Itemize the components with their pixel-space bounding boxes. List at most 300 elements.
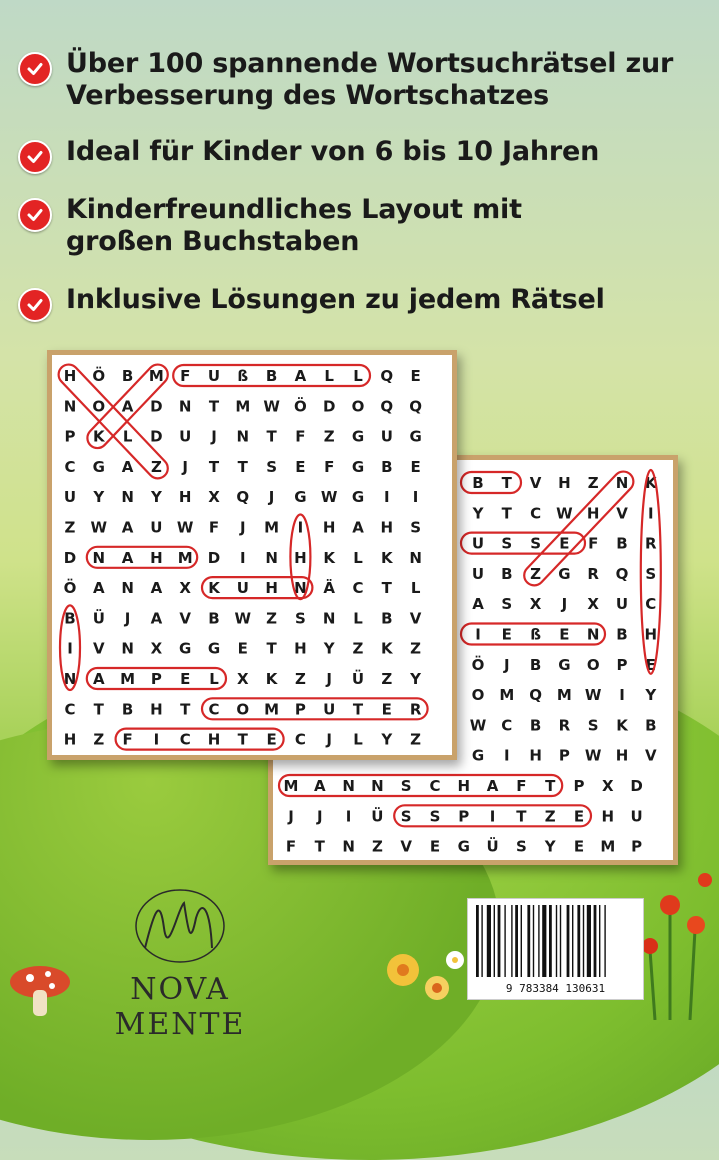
grid-letter: S — [410, 518, 422, 537]
grid-letter: H — [457, 777, 471, 795]
barcode-bar — [567, 905, 570, 977]
grid-letter: Y — [472, 504, 484, 523]
grid-letter: G — [351, 427, 365, 446]
grid-letter: P — [294, 700, 306, 719]
grid-letter: O — [586, 655, 600, 674]
grid-letter: K — [380, 548, 393, 567]
grid-letter: G — [558, 655, 571, 674]
grid-letter: T — [237, 457, 248, 476]
grid-letter: U — [63, 488, 77, 507]
barcode-bar — [511, 905, 512, 977]
grid-letter: P — [458, 807, 470, 826]
grid-letter: N — [342, 777, 355, 795]
barcode-bar — [476, 905, 479, 977]
grid-letter: ß — [237, 367, 249, 385]
grid-letter: E — [410, 367, 421, 385]
grid-letter: E — [180, 670, 191, 688]
grid-letter: K — [616, 716, 628, 735]
grid-letter: D — [150, 397, 163, 416]
barcode-bar — [527, 905, 530, 977]
grid-letter: L — [353, 367, 363, 385]
grid-letter: F — [588, 534, 599, 553]
grid-letter: B — [529, 655, 542, 674]
grid-letter: I — [67, 639, 73, 658]
grid-letter: Ö — [92, 367, 106, 385]
grid-letter: Z — [64, 518, 76, 537]
grid-letter: J — [326, 670, 332, 688]
barcode-bar — [560, 905, 561, 977]
grid-letter: P — [64, 427, 76, 446]
grid-letter: N — [178, 397, 192, 416]
barcode-bar — [542, 905, 546, 977]
grid-letter: H — [150, 700, 163, 719]
grid-letter: G — [457, 837, 470, 856]
grid-letter: A — [92, 670, 105, 688]
grid-letter: H — [63, 730, 77, 749]
grid-letter: N — [265, 548, 278, 567]
grid-letter: Q — [380, 397, 394, 416]
grid-letter: N — [615, 474, 629, 492]
grid-letter: Z — [587, 474, 599, 492]
barcode-bar — [487, 905, 491, 977]
grid-letter: T — [501, 504, 512, 523]
grid-letter: C — [530, 504, 542, 523]
grid-letter: D — [322, 397, 336, 416]
grid-letter: E — [381, 700, 392, 719]
barcode-bar — [549, 905, 552, 977]
flowers-decoration — [375, 940, 475, 1020]
grid-letter: S — [429, 807, 441, 826]
grid-letter: Z — [544, 807, 556, 826]
grid-letter: J — [317, 807, 323, 826]
grid-letter: I — [153, 730, 160, 749]
barcode-bar — [521, 905, 522, 977]
grid-letter: B — [501, 564, 513, 583]
grid-letter: Z — [371, 837, 383, 856]
grid-letter: E — [266, 730, 277, 749]
grid-letter: D — [207, 548, 221, 567]
grid-letter: D — [63, 548, 77, 567]
grid-letter: G — [207, 639, 221, 658]
grid-letter: A — [121, 397, 134, 416]
grid-letter: Ü — [92, 609, 105, 628]
grid-letter: R — [558, 716, 571, 735]
feature-item-4 — [18, 284, 605, 322]
grid-letter: N — [294, 579, 307, 598]
grid-letter: U — [615, 595, 629, 614]
grid-letter: C — [294, 730, 306, 749]
grid-letter: T — [352, 700, 364, 719]
grid-letter: N — [371, 777, 384, 795]
grid-letter: P — [573, 777, 585, 795]
brand-name: NOVA MENTE — [114, 972, 246, 1042]
grid-letter: W — [176, 518, 194, 537]
grid-letter: A — [472, 595, 484, 614]
grid-letter: P — [631, 837, 643, 856]
grid-letter: T — [266, 427, 277, 446]
grid-letter: Q — [409, 397, 422, 416]
grid-letter: N — [121, 639, 134, 658]
grid-letter: Z — [93, 730, 105, 749]
grid-letter: X — [529, 595, 542, 614]
grid-letter: S — [501, 595, 513, 614]
grid-letter: N — [121, 488, 134, 507]
grid-letter: E — [429, 837, 441, 856]
grid-letter: H — [601, 807, 615, 826]
grid-letter: Q — [236, 488, 250, 507]
grid-letter: W — [263, 397, 280, 416]
grid-letter: Z — [410, 639, 422, 658]
grid-letter: H — [265, 579, 278, 598]
grid-letter: N — [92, 548, 106, 567]
grid-letter: J — [288, 807, 294, 826]
grid-letter: M — [120, 670, 136, 688]
grid-letter: U — [323, 700, 336, 719]
grid-letter: V — [400, 837, 413, 856]
grid-letter: H — [150, 548, 163, 567]
grid-letter: E — [559, 625, 570, 644]
grid-letter: ß — [530, 625, 541, 644]
grid-letter: M — [264, 700, 280, 719]
grid-letter: W — [584, 746, 602, 765]
grid-letter: D — [150, 427, 163, 446]
grid-letter: G — [351, 457, 365, 476]
grid-letter: K — [92, 427, 105, 446]
grid-letter: T — [381, 579, 392, 598]
feature-item-3 — [18, 194, 522, 258]
grid-letter: T — [93, 700, 104, 719]
grid-letter: L — [353, 609, 363, 628]
grid-letter: Y — [93, 488, 105, 507]
grid-letter: E — [410, 457, 421, 476]
grid-letter: E — [645, 655, 656, 674]
grid-letter: H — [615, 746, 629, 765]
grid-letter: O — [92, 397, 106, 416]
grid-letter: C — [352, 579, 364, 598]
grid-letter: K — [644, 474, 657, 492]
grid-letter: B — [645, 716, 657, 735]
grid-letter: X — [179, 579, 191, 598]
grid-letter: A — [150, 579, 163, 598]
grid-letter: J — [211, 427, 217, 446]
grid-letter: P — [150, 670, 162, 688]
word-highlight — [461, 472, 521, 493]
grid-letter: A — [486, 777, 499, 795]
grid-letter: I — [489, 807, 496, 826]
barcode-bar — [504, 905, 505, 977]
grid-letter: K — [265, 670, 278, 688]
grid-letter: L — [324, 367, 334, 385]
grid-letter: M — [148, 367, 164, 385]
grid-letter: X — [208, 488, 220, 507]
grid-letter: L — [353, 548, 363, 567]
grid-letter: C — [645, 595, 657, 614]
grid-letter: P — [558, 746, 570, 765]
grid-letter: F — [324, 457, 335, 476]
grid-letter: U — [236, 579, 249, 598]
mushroom-decoration — [0, 960, 80, 1020]
grid-letter: K — [208, 579, 220, 598]
grid-letter: A — [150, 609, 163, 628]
feature-text-2: Ideal für Kinder von 6 bis 10 Jahren — [66, 136, 600, 167]
grid-letter: E — [501, 625, 512, 644]
feature-text-4: Inklusive Lösungen zu jedem Rätsel — [66, 284, 605, 315]
barcode-bar — [604, 905, 605, 977]
grid-letter: X — [602, 777, 614, 795]
grid-letter: C — [429, 777, 441, 795]
grid-letter: A — [121, 518, 134, 537]
barcode-bar — [481, 905, 482, 977]
grid-letter: B — [265, 367, 278, 385]
barcode-bar — [577, 905, 580, 977]
grid-letter: B — [208, 609, 220, 628]
grid-letter: Y — [323, 639, 335, 658]
grid-letter: G — [179, 639, 192, 658]
grid-letter: Ö — [63, 579, 77, 598]
grid-letter: H — [644, 625, 658, 644]
grid-letter: A — [92, 579, 105, 598]
grid-letter: U — [471, 564, 485, 583]
grid-letter: K — [380, 639, 393, 658]
grid-letter: B — [64, 609, 76, 628]
grid-letter: T — [208, 457, 220, 476]
grid-letter: S — [501, 534, 513, 553]
grid-letter: V — [92, 639, 105, 658]
grid-letter: C — [208, 700, 220, 719]
grid-letter: U — [207, 367, 221, 385]
grid-letter: R — [409, 700, 422, 719]
grid-letter: E — [559, 534, 570, 553]
grid-letter: L — [122, 427, 133, 446]
grid-letter: I — [619, 686, 625, 705]
grid-letter: T — [501, 474, 512, 492]
barcode-bar — [515, 905, 518, 977]
grid-letter: L — [353, 730, 363, 749]
red-flowers-decoration — [640, 870, 719, 1020]
grid-letter: C — [64, 700, 76, 719]
grid-letter: I — [412, 488, 419, 507]
grid-letter: B — [121, 367, 134, 385]
grid-letter: F — [208, 518, 220, 537]
grid-letter: B — [616, 534, 628, 553]
grid-letter: Y — [150, 488, 162, 507]
grid-letter: Q — [615, 564, 629, 583]
grid-letter: A — [121, 548, 134, 567]
grid-letter: X — [587, 595, 599, 614]
grid-letter: H — [558, 474, 571, 492]
grid-letter: Z — [530, 564, 542, 583]
monogram-icon — [60, 868, 300, 978]
grid-letter: V — [409, 609, 422, 628]
grid-letter: C — [501, 716, 513, 735]
grid-letter: P — [616, 655, 628, 674]
grid-letter: H — [294, 548, 307, 567]
grid-letter: S — [400, 807, 412, 826]
puzzle-board-front — [47, 350, 457, 760]
grid-letter: H — [380, 518, 394, 537]
grid-letter: V — [529, 474, 542, 492]
grid-letter: Z — [294, 670, 306, 688]
grid-letter: N — [409, 548, 422, 567]
grid-letter: N — [121, 579, 134, 598]
grid-letter: M — [235, 397, 251, 416]
grid-letter: T — [516, 807, 527, 826]
grid-letter: W — [584, 686, 602, 705]
grid-letter: H — [207, 730, 221, 749]
grid-letter: Q — [380, 367, 394, 385]
grid-letter: T — [266, 639, 277, 658]
grid-letter: M — [264, 518, 280, 537]
grid-letter: M — [556, 686, 572, 705]
grid-letter: J — [240, 518, 246, 537]
barcode-bars — [468, 899, 643, 981]
grid-letter: J — [124, 609, 131, 628]
grid-letter: U — [380, 427, 393, 446]
feature-item-1 — [18, 48, 673, 112]
barcode — [467, 898, 644, 1000]
word-highlight — [116, 729, 284, 750]
grid-letter: G — [558, 564, 571, 583]
grid-letter: J — [326, 730, 332, 749]
barcode-bar — [572, 905, 573, 977]
grid-letter: F — [516, 777, 527, 795]
grid-letter: E — [237, 639, 248, 658]
grid-letter: J — [268, 488, 275, 507]
grid-letter: E — [295, 457, 306, 476]
grid-letter: Ö — [294, 397, 307, 416]
grid-letter: K — [323, 548, 336, 567]
grid-letter: I — [297, 518, 304, 537]
grid-letter: B — [381, 457, 393, 476]
grid-letter: E — [573, 837, 585, 856]
grid-letter: H — [63, 367, 77, 385]
grid-letter: M — [283, 777, 299, 795]
barcode-bar — [538, 905, 539, 977]
grid-letter: X — [237, 670, 249, 688]
grid-letter: W — [556, 504, 573, 523]
grid-letter: O — [351, 397, 365, 416]
grid-letter: F — [122, 730, 133, 749]
grid-letter: W — [234, 609, 252, 628]
grid-letter: A — [313, 777, 326, 795]
grid-letter: L — [410, 579, 421, 598]
grid-letter: S — [530, 534, 542, 553]
grid-letter: A — [121, 457, 134, 476]
grid-letter: L — [209, 670, 219, 688]
barcode-bar — [494, 905, 495, 977]
barcode-bar — [594, 905, 597, 977]
barcode-bar — [583, 905, 584, 977]
grid-letter: Y — [544, 837, 556, 856]
grid-letter: S — [266, 457, 278, 476]
grid-letter: F — [295, 427, 306, 446]
grid-letter: M — [600, 837, 616, 856]
grid-letter: S — [587, 716, 599, 735]
grid-letter: I — [240, 548, 246, 567]
grid-letter: I — [345, 807, 352, 826]
grid-letter: G — [409, 427, 422, 446]
grid-letter: F — [180, 367, 191, 385]
check-icon — [18, 52, 52, 86]
feature-text-1: Über 100 spannende Wortsuchrätsel zur Verbesserung des Wortschatzes — [66, 48, 674, 111]
grid-letter: Z — [266, 609, 278, 628]
grid-letter: W — [469, 716, 487, 735]
grid-letter: U — [179, 427, 192, 446]
grid-letter: N — [236, 427, 250, 446]
barcode-bar — [599, 905, 600, 977]
grid-letter: T — [545, 777, 556, 795]
grid-letter: Q — [529, 686, 542, 705]
grid-letter: F — [285, 837, 297, 856]
grid-letter: W — [320, 488, 338, 507]
barcode-bar — [587, 905, 591, 977]
feature-item-2 — [18, 136, 599, 174]
grid-letter: S — [515, 837, 527, 856]
grid-letter: T — [180, 700, 191, 719]
grid-letter: U — [630, 807, 643, 826]
barcode-bar — [533, 905, 534, 977]
grid-letter: V — [616, 504, 628, 523]
grid-letter: I — [384, 488, 390, 507]
grid-letter: Y — [645, 686, 657, 705]
grid-letter: N — [586, 625, 600, 644]
grid-letter: V — [644, 746, 657, 765]
grid-letter: G — [471, 746, 485, 765]
grid-letter: I — [475, 625, 481, 644]
grid-letter: N — [342, 837, 355, 856]
grid-letter: G — [92, 457, 105, 476]
grid-letter: N — [63, 670, 77, 688]
grid-letter: C — [179, 730, 191, 749]
grid-letter: B — [381, 609, 393, 628]
grid-letter: B — [472, 474, 484, 492]
grid-letter: M — [177, 548, 193, 567]
grid-letter: Ü — [371, 807, 384, 826]
grid-letter: Ü — [486, 837, 499, 856]
grid-letter: B — [616, 625, 628, 644]
grid-letter: J — [182, 457, 188, 476]
grid-letter: J — [504, 655, 510, 674]
grid-letter: J — [561, 595, 568, 614]
grid-letter: Ä — [323, 579, 336, 598]
grid-letter: G — [351, 488, 365, 507]
grid-letter: H — [586, 504, 600, 523]
check-icon — [18, 198, 52, 232]
check-icon — [18, 140, 52, 174]
barcode-number: 9 783384 130631 — [505, 982, 606, 995]
grid-letter: V — [179, 609, 192, 628]
grid-letter: O — [471, 686, 485, 705]
grid-letter: T — [208, 397, 220, 416]
grid-letter: Z — [352, 639, 364, 658]
grid-letter: H — [294, 639, 307, 658]
grid-letter: Z — [410, 730, 422, 749]
grid-letter: N — [63, 397, 77, 416]
puzzle-grid-front — [52, 355, 452, 755]
grid-letter: U — [150, 518, 163, 537]
grid-letter: T — [314, 837, 325, 856]
grid-letter: X — [150, 639, 163, 658]
grid-letter: G — [294, 488, 307, 507]
barcode-bar — [556, 905, 557, 977]
grid-letter: A — [352, 518, 364, 537]
grid-letter: I — [504, 746, 510, 765]
grid-letter: S — [645, 564, 657, 583]
grid-letter: A — [294, 367, 307, 385]
grid-letter: W — [90, 518, 108, 537]
grid-letter: H — [178, 488, 192, 507]
grid-letter: I — [648, 504, 654, 523]
